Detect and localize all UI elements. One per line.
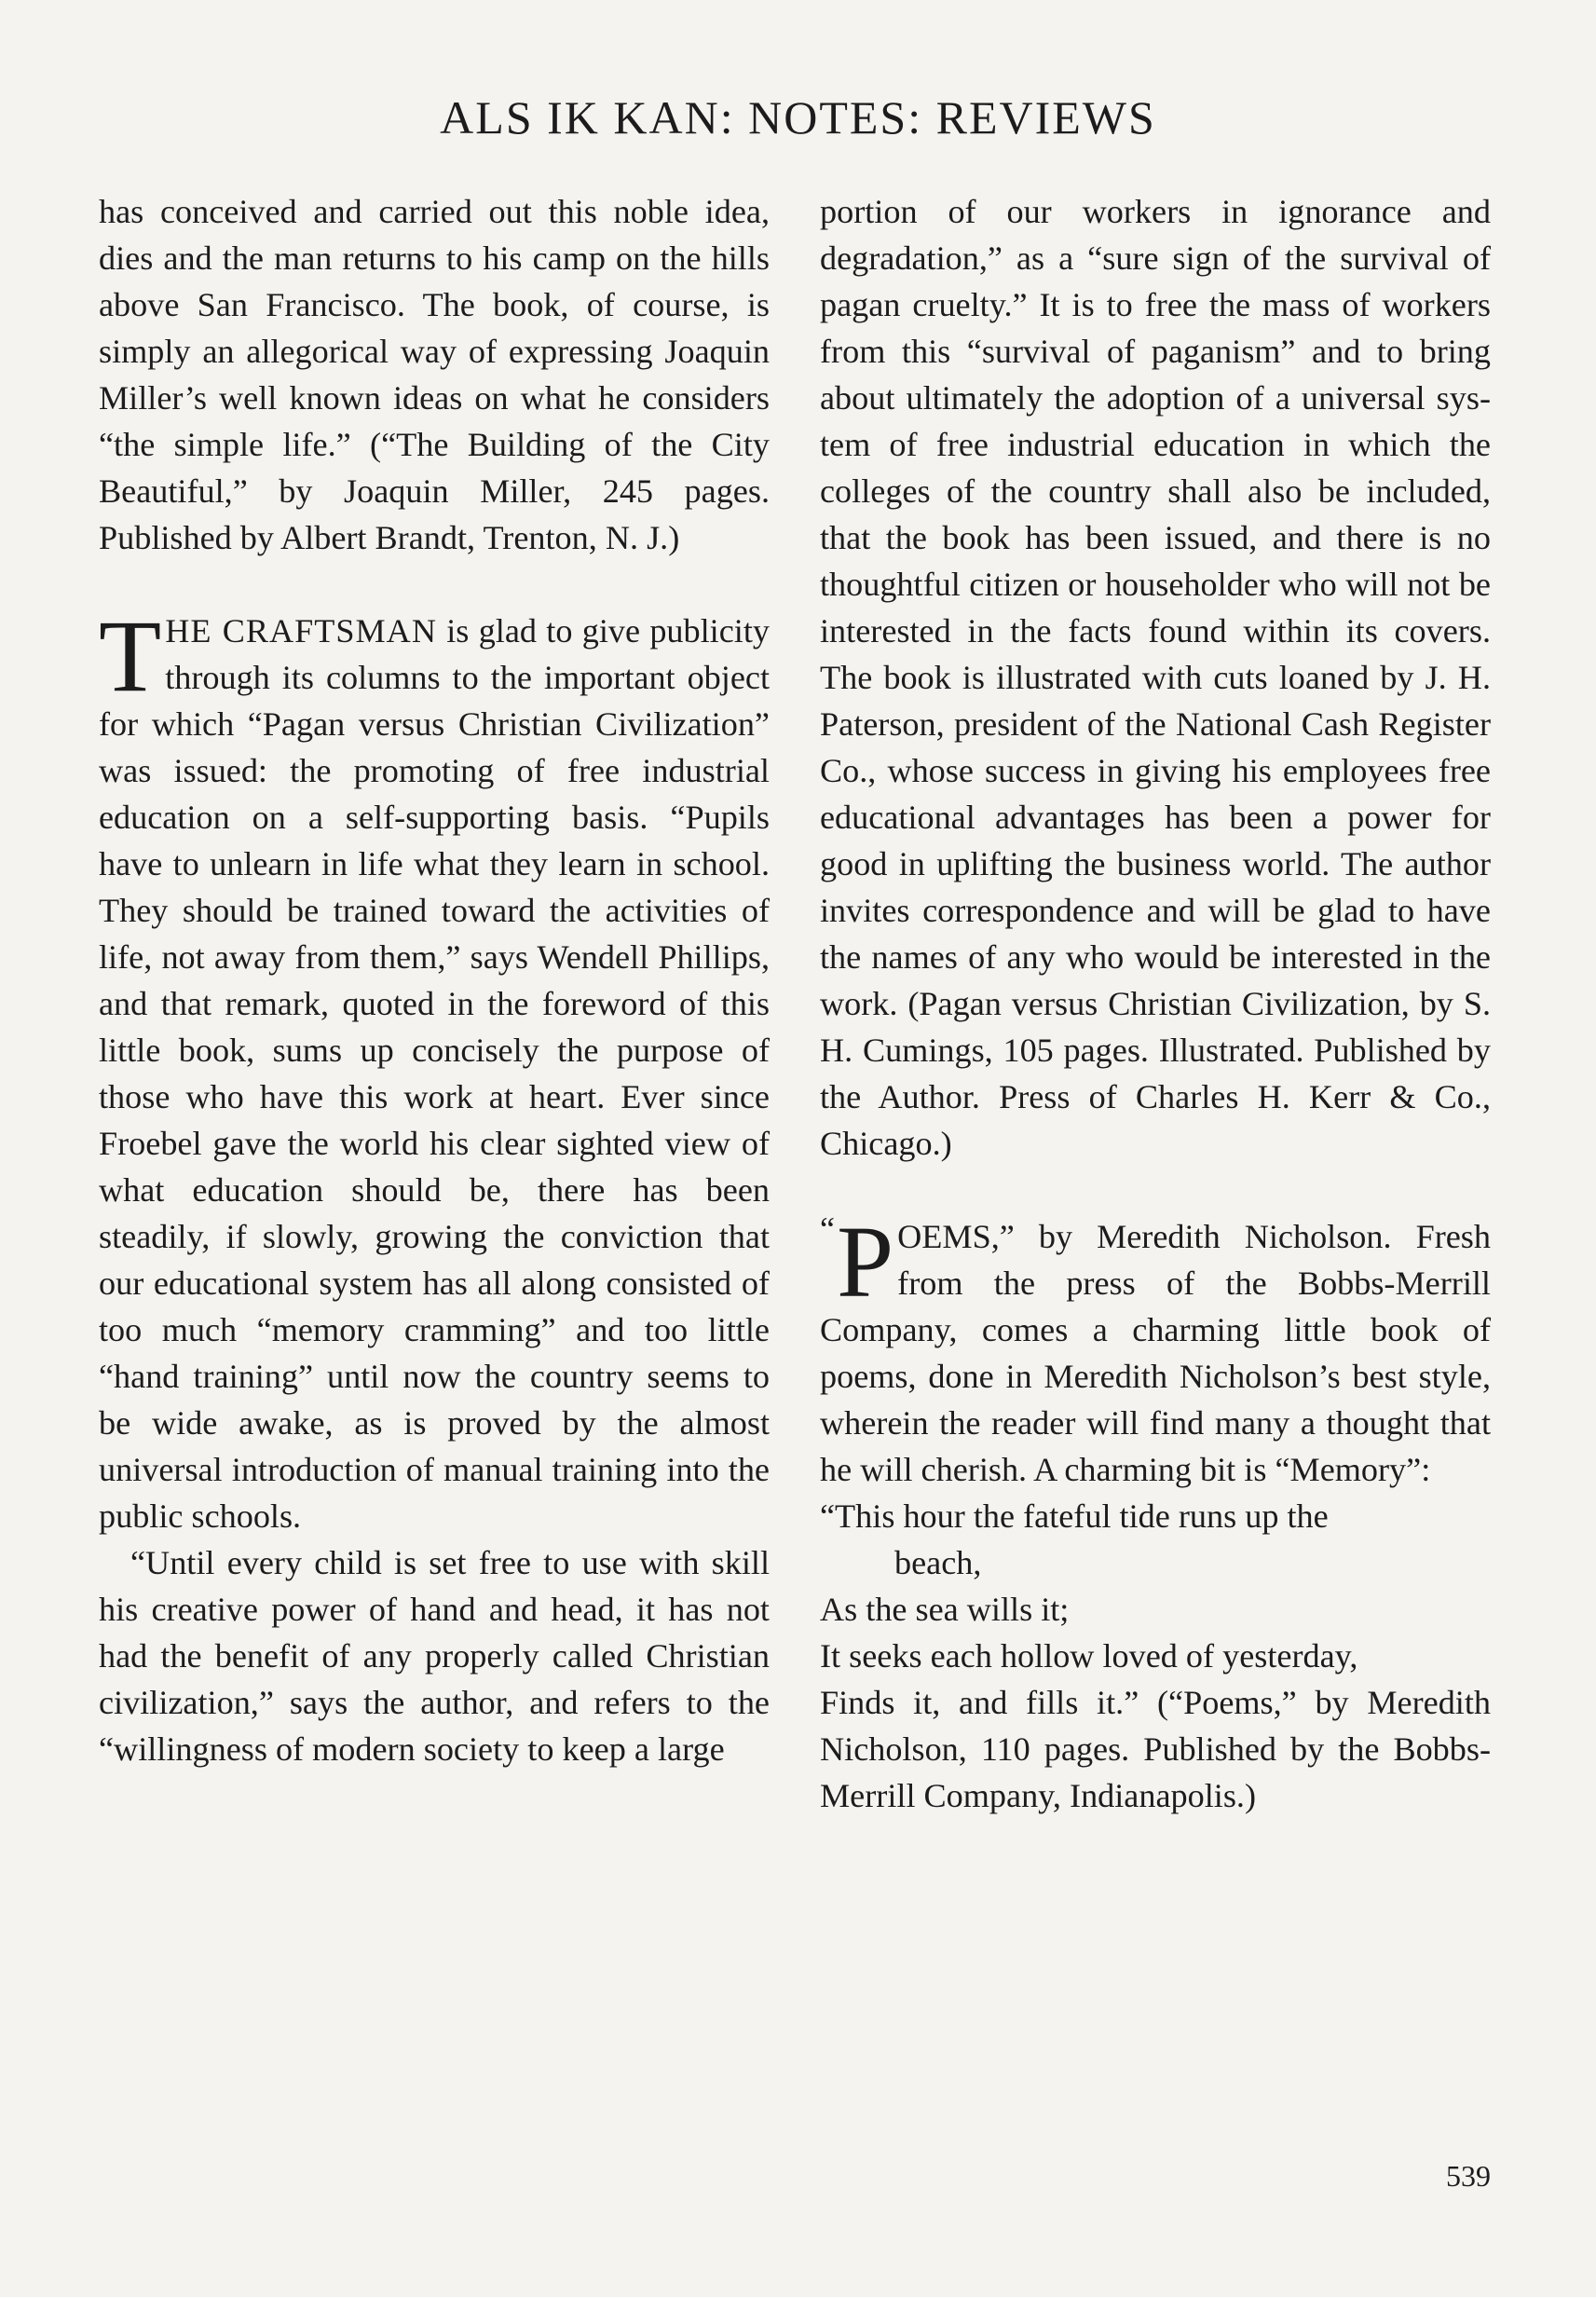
right-column xyxy=(820,188,1491,1819)
verse-line: “This hour the fateful tide runs up the xyxy=(820,1497,1329,1535)
magazine-name: HE CRAFTSMAN xyxy=(165,612,437,649)
review-poems-citation: Finds it, and fills it.” (“Poems,” by Meredith Nicholson, 110 pages. Published by the Bobbs-Merrill Company, Indianapolis.) xyxy=(820,1684,1491,1814)
poem-excerpt xyxy=(820,1493,1491,1679)
review-pagan-versus-christian xyxy=(99,599,770,1539)
drop-cap-t: T xyxy=(99,599,162,713)
review-body: OEMS,” by Meredith Nicholson. Fresh from the press of the Bobbs-Merrill Company, comes a charming little book of poems, done in Meredith Nicholson’s best style, wherein the reader will find many a thought that he will cherish. A charming bit is “Memory”: xyxy=(820,1218,1491,1488)
review-pagan-versus-christian-end: portion of our workers in ignorance and degradation,” as a “sure sign of the survival of pagan cruelty.” It is to free the mass of workers from this “survival of paganism” and to bring about ultimately the adoption of a universal system of free industrial education in which the colleges of the country shall also be included, that the book has been issued, and there is no thoughtful citizen or householder who will not be interested in the facts found within its covers. The book is illustrated with cuts loaned by J. H. Paterson, president of the National Cash Register Co., whose success in giving his employees free educational advantages has been a power for good in uplifting the business world. The author invites correspondence and will be glad to have the names of any who would be interested in the work. (Pagan versus Christian Civilization, by S. H. Cumings, 105 pages. Illustrated. Published by the Author. Press of Charles H. Kerr & Co., Chicago.) xyxy=(820,193,1491,1162)
running-header: ALS IK KAN: NOTES: REVIEWS xyxy=(440,91,1156,144)
drop-cap-p: P xyxy=(836,1205,894,1319)
verse-line: It seeks each hollow loved of yesterday, xyxy=(820,1637,1358,1675)
opening-quote-mark: “ xyxy=(820,1210,835,1248)
review-body: is glad to give publicity through its columns to the important object for which “Pagan versus Christian Civilization” was issued: the promoting of free industrial education on a self-supporting basis. “Pupils have to unlearn in life what they learn in school. They should be trained toward the activities of life, not away from them,” says Wendell Phillips, and that remark, quoted in the foreword of this little book, sums up concisely the purpose of those who have this work at heart. Ever since Froebel gave the world his clear sighted view of what education should be, there has been steadily, if slowly, growing the conviction that our educational system has all along consisted of too much “memory cramming” and too little “hand training” until now the country seems to be wide awake, as is proved by the almost universal introduction of manual training into the public schools. xyxy=(99,612,770,1535)
verse-line: As the sea wills it; xyxy=(820,1591,1070,1628)
page-number: 539 xyxy=(1446,2159,1491,2193)
review-quote-paragraph: “Until every child is set free to use with skill his creative power of hand and head, it has not had the benefit of any properly called Christian civilization,” says the author, and refers to the “willingness of modern society to keep a large xyxy=(99,1544,770,1768)
review-building-city-beautiful-end: has conceived and carried out this noble idea, dies and the man returns to his camp on the hills above San Francisco. The book, of course, is simply an allegorical way of expressing Joaquin Miller’s well known ideas on what he considers “the simple life.” (“The Building of the City Beautiful,” by Joaquin Miller, 245 pages. Published by Albert Brandt, Trenton, N. J.) xyxy=(99,193,770,556)
left-column xyxy=(99,188,770,1772)
review-poems-nicholson xyxy=(820,1205,1491,1493)
verse-line-continuation: beach, xyxy=(894,1544,982,1581)
